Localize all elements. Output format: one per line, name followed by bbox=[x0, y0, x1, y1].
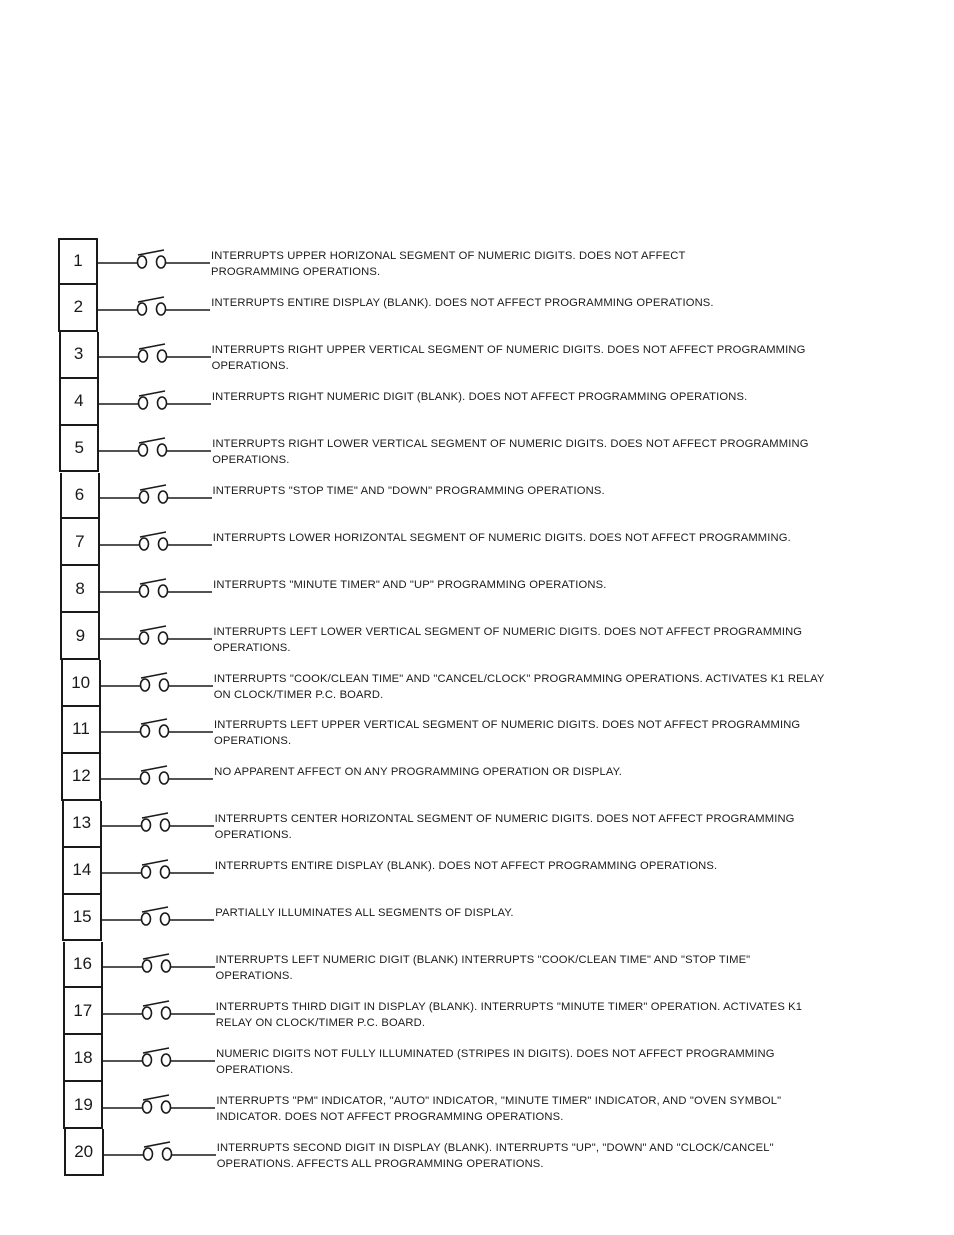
contact-left bbox=[142, 960, 151, 972]
pin-box-15 bbox=[62, 895, 102, 942]
pin-box-12 bbox=[61, 754, 101, 801]
pin-number: 6 bbox=[74, 484, 85, 504]
pin-number: 20 bbox=[74, 1141, 94, 1161]
switch-blade bbox=[138, 297, 164, 302]
contact-right bbox=[159, 585, 168, 597]
description-line-2: PROGRAMMING OPERATIONS. bbox=[211, 266, 381, 279]
pin-description-12 bbox=[214, 764, 874, 780]
contact-left bbox=[139, 538, 148, 550]
contact-left bbox=[138, 397, 147, 409]
description-line-2: ON CLOCK/TIMER P.C. BOARD. bbox=[213, 688, 384, 701]
switch-symbol-13 bbox=[102, 811, 216, 835]
switch-blade bbox=[140, 579, 166, 584]
pin-description-9 bbox=[213, 624, 873, 656]
description-line-1: INTERRUPTS THIRD DIGIT IN DISPLAY (BLANK). INTERRUPTS "MINUTE TIMER" OPERATION. ACTIVATES K1 bbox=[215, 1000, 803, 1013]
description-line-1: INTERRUPTS CENTER HORIZONTAL SEGMENT OF NUMERIC DIGITS. DOES NOT AFFECT PROGRAMMING bbox=[214, 813, 795, 826]
switch-blade bbox=[143, 1001, 169, 1006]
switch-symbol-10 bbox=[101, 671, 215, 695]
description-line-1: INTERRUPTS LEFT NUMERIC DIGIT (BLANK) INTERRUPTS "COOK/CLEAN TIME" AND "STOP TIME" bbox=[215, 953, 751, 966]
pin-number: 19 bbox=[73, 1094, 93, 1114]
description-line-2: INDICATOR. DOES NOT AFFECT PROGRAMMING OPERATIONS. bbox=[216, 1110, 564, 1123]
switch-blade bbox=[140, 626, 166, 631]
description-line-1: NUMERIC DIGITS NOT FULLY ILLUMINATED (STRIPES IN DIGITS). DOES NOT AFFECT PROGRAMMING bbox=[216, 1047, 775, 1060]
switch-symbol-4 bbox=[99, 389, 213, 413]
contact-left bbox=[141, 772, 150, 784]
description-line-1: NO APPARENT AFFECT ON ANY PROGRAMMING OPERATION OR DISPLAY. bbox=[214, 766, 623, 779]
switch-symbol-12 bbox=[101, 764, 215, 788]
pin-number: 4 bbox=[74, 391, 84, 411]
contact-right bbox=[159, 632, 168, 644]
switch-blade bbox=[139, 438, 165, 443]
description-line-1: INTERRUPTS SECOND DIGIT IN DISPLAY (BLANK). INTERRUPTS "UP", "DOWN" AND "CLOCK/CANCEL" bbox=[216, 1141, 774, 1154]
switch-blade bbox=[142, 813, 168, 818]
contact-right bbox=[157, 350, 166, 362]
pin-number: 18 bbox=[73, 1047, 93, 1067]
description-line-1: INTERRUPTS RIGHT LOWER VERTICAL SEGMENT OF NUMERIC DIGITS. DOES NOT AFFECT PROGRAMMING bbox=[212, 438, 809, 451]
pin-description-6 bbox=[213, 483, 873, 499]
switch-blade bbox=[140, 485, 166, 490]
pin-description-3 bbox=[212, 342, 872, 374]
pin-number: 9 bbox=[75, 625, 86, 645]
pin-number: 10 bbox=[71, 672, 91, 692]
contact-right bbox=[162, 1054, 171, 1066]
contact-right bbox=[158, 444, 167, 456]
pin-number: 16 bbox=[73, 953, 92, 973]
contact-right bbox=[157, 397, 166, 409]
contact-right bbox=[159, 679, 168, 691]
pin-number: 1 bbox=[73, 251, 83, 271]
contact-left bbox=[138, 303, 147, 315]
switch-symbol-17 bbox=[103, 999, 217, 1023]
pin-number: 15 bbox=[72, 907, 92, 927]
pin-description-1 bbox=[211, 248, 871, 280]
description-line-1: INTERRUPTS ENTIRE DISPLAY (BLANK). DOES NOT AFFECT PROGRAMMING OPERATIONS. bbox=[211, 297, 714, 310]
pin-box-5 bbox=[59, 426, 99, 473]
switch-blade bbox=[143, 1048, 169, 1053]
pin-number: 11 bbox=[72, 719, 90, 739]
switch-symbol-20 bbox=[104, 1140, 218, 1164]
switch-symbol-11 bbox=[101, 717, 215, 741]
description-line-2: OPERATIONS. bbox=[212, 454, 290, 467]
contact-right bbox=[160, 819, 169, 831]
pin-box-4 bbox=[59, 379, 99, 426]
description-line-2: RELAY ON CLOCK/TIMER P.C. BOARD. bbox=[215, 1016, 426, 1029]
pin-box-6 bbox=[60, 473, 100, 520]
switch-blade bbox=[143, 1095, 169, 1100]
switch-blade bbox=[143, 954, 169, 959]
contact-left bbox=[140, 632, 149, 644]
switch-blade bbox=[142, 860, 168, 865]
contact-right bbox=[161, 960, 170, 972]
pin-box-13 bbox=[62, 801, 102, 848]
contact-right bbox=[162, 1148, 171, 1160]
pin-number: 7 bbox=[75, 531, 85, 551]
pin-description-4 bbox=[212, 389, 872, 405]
switch-symbol-8 bbox=[100, 577, 214, 601]
description-line-1: INTERRUPTS LEFT UPPER VERTICAL SEGMENT OF NUMERIC DIGITS. DOES NOT AFFECT PROGRAMMING bbox=[214, 719, 801, 732]
pin-box-11 bbox=[61, 707, 101, 754]
pin-number: 14 bbox=[72, 860, 92, 880]
pin-box-18 bbox=[63, 1035, 103, 1082]
description-line-1: INTERRUPTS LOWER HORIZONTAL SEGMENT OF NUMERIC DIGITS. DOES NOT AFFECT PROGRAMMING. bbox=[212, 531, 791, 544]
pin-description-16 bbox=[216, 952, 876, 984]
contact-left bbox=[138, 256, 147, 268]
contact-left bbox=[141, 819, 150, 831]
switch-symbol-6 bbox=[100, 483, 214, 507]
pin-box-1 bbox=[58, 238, 98, 285]
switch-blade bbox=[138, 250, 164, 255]
description-line-1: INTERRUPTS "MINUTE TIMER" AND "UP" PROGRAMMING OPERATIONS. bbox=[213, 578, 607, 591]
pin-number: 13 bbox=[72, 813, 92, 833]
description-line-2: OPERATIONS. bbox=[214, 829, 292, 842]
pin-description-5 bbox=[212, 436, 872, 468]
pin-box-2 bbox=[58, 285, 98, 332]
switch-blade bbox=[141, 673, 167, 678]
contact-left bbox=[140, 585, 149, 597]
pin-description-13 bbox=[215, 811, 875, 843]
description-line-1: INTERRUPTS ENTIRE DISPLAY (BLANK). DOES NOT AFFECT PROGRAMMING OPERATIONS. bbox=[214, 860, 718, 873]
switch-blade bbox=[140, 532, 166, 537]
pin-box-14 bbox=[62, 848, 102, 895]
pin-description-19 bbox=[216, 1093, 876, 1125]
pin-number: 8 bbox=[75, 578, 85, 598]
pin-box-17 bbox=[63, 988, 103, 1035]
contact-right bbox=[161, 1007, 170, 1019]
description-line-2: OPERATIONS. bbox=[211, 360, 289, 373]
pin-box-3 bbox=[59, 332, 99, 379]
pin-box-10 bbox=[61, 660, 101, 707]
switch-symbol-7 bbox=[100, 530, 214, 554]
pin-box-20 bbox=[64, 1129, 104, 1176]
description-line-1: INTERRUPTS "STOP TIME" AND "DOWN" PROGRAMMING OPERATIONS. bbox=[212, 484, 605, 497]
switch-symbol-18 bbox=[103, 1046, 217, 1070]
pin-description-18 bbox=[216, 1046, 876, 1078]
pin-number: 12 bbox=[71, 766, 91, 786]
switch-blade bbox=[144, 1142, 170, 1147]
pin-number: 2 bbox=[73, 297, 84, 317]
contact-right bbox=[160, 772, 169, 784]
pin-number: 5 bbox=[74, 438, 84, 458]
description-line-2: OPERATIONS. bbox=[216, 1063, 294, 1076]
contact-left bbox=[142, 1007, 151, 1019]
pin-description-8 bbox=[213, 577, 873, 593]
pin-number: 17 bbox=[73, 1000, 93, 1020]
description-line-1: PARTIALLY ILLUMINATES ALL SEGMENTS OF DISPLAY. bbox=[215, 907, 514, 920]
contact-left bbox=[142, 913, 151, 925]
switch-symbol-1 bbox=[98, 248, 212, 272]
contact-right bbox=[160, 725, 169, 737]
contact-left bbox=[139, 444, 148, 456]
switch-symbol-15 bbox=[102, 905, 216, 929]
pin-box-9 bbox=[60, 613, 100, 660]
contact-right bbox=[162, 1101, 171, 1113]
pin-number: 3 bbox=[73, 344, 84, 364]
pin-description-20 bbox=[217, 1140, 877, 1172]
pin-box-8 bbox=[60, 566, 100, 613]
contact-left bbox=[143, 1148, 152, 1160]
pin-box-7 bbox=[60, 519, 100, 566]
contact-left bbox=[141, 866, 150, 878]
pin-description-10 bbox=[214, 671, 874, 703]
contact-right bbox=[157, 256, 166, 268]
switch-blade bbox=[139, 391, 165, 396]
switch-symbol-14 bbox=[102, 858, 216, 882]
contact-left bbox=[143, 1054, 152, 1066]
pin-description-11 bbox=[214, 717, 874, 749]
contact-right bbox=[161, 913, 170, 925]
contact-right bbox=[160, 866, 169, 878]
contact-left bbox=[138, 350, 147, 362]
pin-description-15 bbox=[215, 905, 875, 921]
description-line-2: OPERATIONS. bbox=[213, 641, 291, 654]
switch-symbol-19 bbox=[103, 1093, 217, 1117]
description-line-1: INTERRUPTS "COOK/CLEAN TIME" AND "CANCEL/CLOCK" PROGRAMMING OPERATIONS. ACTIVATES K1 RELAY bbox=[213, 672, 825, 685]
description-line-2: OPERATIONS. AFFECTS ALL PROGRAMMING OPERATIONS. bbox=[216, 1157, 544, 1170]
switch-symbol-9 bbox=[100, 624, 214, 648]
description-line-2: OPERATIONS. bbox=[214, 735, 292, 748]
description-line-1: INTERRUPTS RIGHT NUMERIC DIGIT (BLANK). DOES NOT AFFECT PROGRAMMING OPERATIONS. bbox=[211, 391, 748, 404]
switch-symbol-2 bbox=[98, 295, 212, 319]
description-line-1: INTERRUPTS LEFT LOWER VERTICAL SEGMENT OF NUMERIC DIGITS. DOES NOT AFFECT PROGRAMMING bbox=[213, 625, 803, 638]
description-line-1: INTERRUPTS UPPER HORIZONAL SEGMENT OF NUMERIC DIGITS. DOES NOT AFFECT bbox=[211, 250, 686, 263]
pin-description-14 bbox=[215, 858, 875, 874]
contact-right bbox=[157, 303, 166, 315]
contact-right bbox=[158, 538, 167, 550]
contact-right bbox=[158, 491, 167, 503]
pin-box-19 bbox=[63, 1082, 103, 1129]
pin-description-2 bbox=[211, 295, 871, 311]
description-line-1: INTERRUPTS "PM" INDICATOR, "AUTO" INDICATOR, "MINUTE TIMER" INDICATOR, AND "OVEN SYMBOL" bbox=[216, 1094, 782, 1107]
switch-symbol-3 bbox=[99, 342, 213, 366]
pin-box-16 bbox=[63, 942, 103, 989]
switch-blade bbox=[142, 907, 168, 912]
pin-description-7 bbox=[213, 530, 873, 546]
switch-blade bbox=[141, 766, 167, 771]
contact-left bbox=[140, 679, 149, 691]
switch-symbol-16 bbox=[103, 952, 217, 976]
contact-left bbox=[141, 725, 150, 737]
switch-blade bbox=[139, 344, 165, 349]
contact-left bbox=[139, 491, 148, 503]
description-line-1: INTERRUPTS RIGHT UPPER VERTICAL SEGMENT OF NUMERIC DIGITS. DOES NOT AFFECT PROGRAMMING bbox=[211, 344, 806, 357]
switch-blade bbox=[141, 719, 167, 724]
description-line-2: OPERATIONS. bbox=[215, 969, 293, 982]
pin-description-17 bbox=[216, 999, 876, 1031]
contact-left bbox=[143, 1101, 152, 1113]
switch-symbol-5 bbox=[99, 436, 213, 460]
